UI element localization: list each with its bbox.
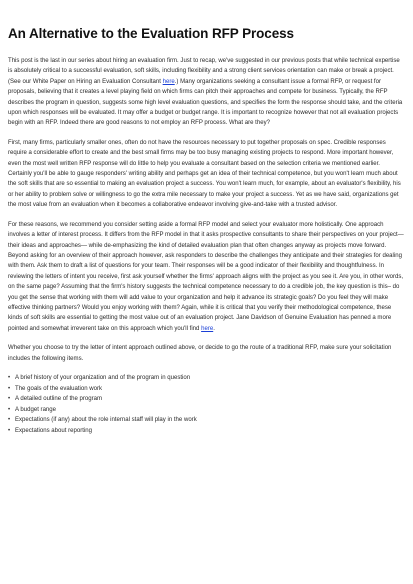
list-item bbox=[8, 373, 405, 384]
paragraph-intro-text: This post is the last in our series about hiring an evaluation firm. Just to recap, we've suggested in our previous posts that while technical expertise is absolutely critical to a successful evaluation, soft skills, including flexibility and a strong client services orientation can make or break a project. (See our White Paper on Hiring an Evaluation Consultant bbox=[8, 58, 400, 85]
list-item-text: Expectations about reporting bbox=[15, 427, 92, 434]
bullet-icon: • bbox=[8, 396, 11, 403]
paragraph-solicitation: Whether you choose to try the letter of intent approach outlined above, or decide to go the route of a traditional RFP, make sure your solicitation includes the following items. bbox=[8, 345, 392, 362]
paragraph-reasons: First, many firms, particularly smaller ones, often do not have the resources necessary to put together proposals on spec. Credible responses require a considerable effort to create and the best small firms may be too busy managing existing projects to respond. More important however, even the most well written RFP response will do little to help you evaluate a consultant based on the selection criteria we mentioned earlier. Certainly you'll be able to gauge responders' writing ability and perhaps get an idea of their technical competence, but you won't learn much about the soft skills that are so essential to making an evaluation project a success. You won't learn much, for example, about an evaluator's flexibility, his or her ability to problem solve or willingness to go the extra mile necessary to make your project a success. Yet as we have said, organizations get the most value from an evaluation when it becomes a collaborative endeavor involving give-and-take with a trusted advisor. bbox=[8, 139, 401, 209]
white-paper-link[interactable]: here bbox=[162, 78, 175, 85]
bullet-icon: • bbox=[8, 417, 11, 424]
bullet-icon: • bbox=[8, 427, 11, 434]
list-item-text: A brief history of your organization and of the program in question bbox=[15, 374, 191, 381]
paragraph-intro bbox=[8, 56, 405, 129]
list-item-text: A detailed outline of the program bbox=[15, 396, 103, 403]
paragraph-intro-text-cont: .) Many organizations seeking a consultant issue a formal RFP, or request for proposals, believing that it creates a level playing field on which firms can pitch their approaches and compete for business. Typically, the RFP describes the program in question, suggests some high level evaluation questions, and specifies the form the response should take, and the criteria upon which responses will be evaluated. It may offer a budget or budget range. It is important to recognize however that not all evaluation projects begin with an RFP. Indeed there are good reasons to not employ an RFP process. What are they? bbox=[8, 78, 403, 127]
paragraph-recommendation-text-cont: . bbox=[213, 325, 215, 332]
list-item bbox=[8, 426, 405, 437]
bullet-icon: • bbox=[8, 385, 11, 392]
paragraph-recommendation bbox=[8, 220, 405, 334]
paragraph-recommendation-text: For these reasons, we recommend you consider setting aside a formal RFP model and select your evaluator more holistically. One approach involves a letter of interest process. It differs from the RFP model in that it asks prospective consultants to share their perspectives on your project— their ideas and approaches— while de-emphasizing the kind of detailed evaluation plan that often changes anyway as projects move forward. Beyond asking for an overview of their approach however, ask responders to describe the challenges they anticipate and their strategies for dealing with them. Ask them to draft a list of questions for your team. Their responses will be a good indicator of their flexibility and thoughtfulness. In reviewing the letters of intent you receive, first ask yourself whether the firms' approach aligns with the project as you see it. Are you, in other words, on the same page? Assuming that the firm's history suggests the technical competence necessary to do a credible job, the key question is this– do you get the sense that working with them will add value to your organization and help it advance its strategic goals? Do you feel they will make effective thinking partners? Would you enjoy working with them? Again, while it is critical that you verify their methodological competence, these kinds of soft skills are essential to getting the most value out of an evaluation project. Jane Davidson of Genuine Evaluation has penned a more pointed and somewhat irreverent take on this approach which you'll find bbox=[8, 221, 404, 332]
article bbox=[8, 26, 405, 437]
list-item-text: A budget range bbox=[15, 406, 57, 413]
page-title: An Alternative to the Evaluation RFP Process bbox=[8, 26, 294, 41]
bullet-icon: • bbox=[8, 374, 11, 381]
list-item bbox=[8, 415, 405, 426]
list-item-text: Expectations (if any) about the role internal staff will play in the work bbox=[15, 417, 197, 424]
list-item-text: The goals of the evaluation work bbox=[15, 385, 103, 392]
bullet-icon: • bbox=[8, 406, 11, 413]
solicitation-items-list bbox=[8, 373, 405, 437]
list-item bbox=[8, 394, 405, 405]
list-item bbox=[8, 405, 405, 416]
list-item bbox=[8, 384, 405, 395]
genuine-evaluation-link[interactable]: here bbox=[201, 325, 214, 332]
